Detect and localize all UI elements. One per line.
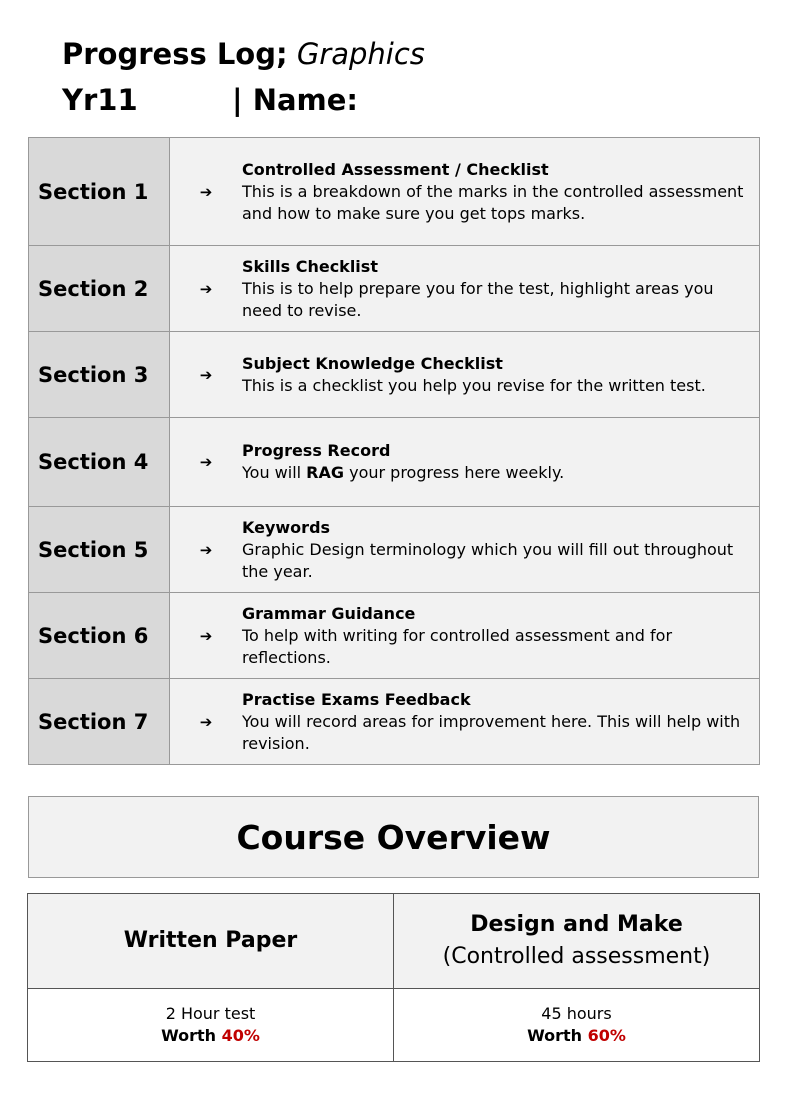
design-weight: 60% — [587, 1026, 626, 1045]
section-row — [29, 332, 760, 418]
section-label: Section 4 — [29, 418, 170, 507]
section-heading: Practise Exams Feedback — [242, 689, 471, 709]
section-heading: Grammar Guidance — [242, 603, 416, 623]
title-subject: Graphics — [296, 37, 425, 71]
course-overview-table — [27, 893, 760, 1062]
section-description: You will RAG your progress here weekly. — [242, 463, 565, 482]
section-description: To help with writing for controlled assessment and for reflections. — [242, 625, 673, 667]
section-row — [29, 246, 760, 332]
course-header-row — [28, 894, 760, 989]
subtitle — [62, 80, 359, 120]
section-heading: Progress Record — [242, 441, 391, 460]
section-row — [29, 138, 760, 246]
course-overview-title: Course Overview — [28, 796, 759, 878]
section-label: Section 7 — [29, 679, 170, 765]
name-label: | Name: — [232, 83, 359, 117]
section-heading: Keywords — [242, 517, 331, 537]
section-description: You will record areas for improvement here. This will help with revision. — [242, 711, 741, 753]
section-label: Section 5 — [29, 507, 170, 593]
section-heading: Skills Checklist — [242, 256, 378, 276]
section-row — [29, 507, 760, 593]
section-description: This is a breakdown of the marks in the controlled assessment and how to make sure you get tops marks. — [242, 181, 744, 223]
section-description: This is to help prepare you for the test, highlight areas you need to revise. — [242, 278, 714, 320]
section-description: This is a checklist you help you revise for the written test. — [242, 375, 706, 395]
section-heading: Controlled Assessment / Checklist — [242, 159, 549, 179]
written-paper-header: Written Paper — [28, 894, 394, 989]
course-detail-row — [28, 989, 760, 1062]
design-make-header: Design and Make (Controlled assessment) — [394, 894, 760, 989]
arrow-icon: ➔ — [199, 540, 213, 559]
written-paper-detail: 2 Hour test Worth 40% — [28, 989, 394, 1062]
arrow-icon: ➔ — [199, 626, 213, 645]
title-bold: Progress Log; — [62, 37, 288, 71]
section-label: Section 6 — [29, 593, 170, 679]
year-label: Yr11 — [62, 83, 138, 117]
section-row — [29, 679, 760, 765]
section-label: Section 2 — [29, 246, 170, 332]
sections-table — [28, 137, 760, 765]
section-row — [29, 418, 760, 507]
arrow-icon: ➔ — [199, 712, 213, 731]
design-make-detail: 45 hours Worth 60% — [394, 989, 760, 1062]
section-description: Graphic Design terminology which you will fill out throughout the year. — [242, 539, 734, 581]
arrow-icon: ➔ — [199, 365, 213, 384]
arrow-icon: ➔ — [199, 182, 213, 201]
page-title — [62, 34, 425, 74]
section-label: Section 1 — [29, 138, 170, 246]
section-heading: Subject Knowledge Checklist — [242, 353, 503, 373]
written-weight: 40% — [221, 1026, 260, 1045]
arrow-icon: ➔ — [199, 453, 213, 471]
arrow-icon: ➔ — [199, 279, 213, 298]
section-row — [29, 593, 760, 679]
section-label: Section 3 — [29, 332, 170, 418]
